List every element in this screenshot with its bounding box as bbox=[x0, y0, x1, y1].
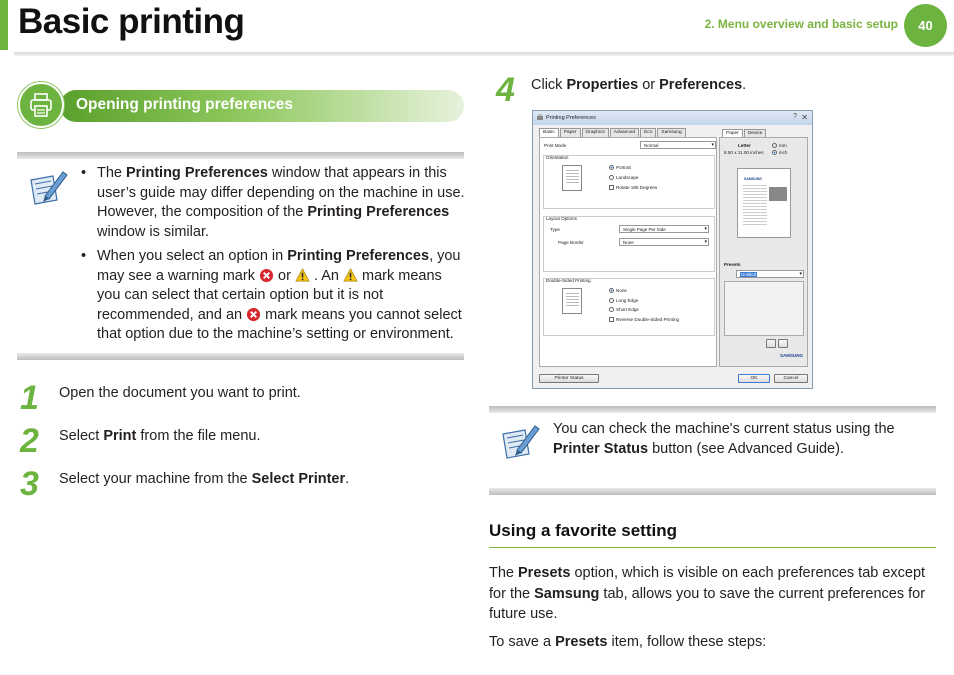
presets-list[interactable] bbox=[724, 281, 804, 336]
preview-image bbox=[769, 187, 787, 201]
page-preview bbox=[737, 168, 791, 238]
note-bottom-border bbox=[489, 488, 936, 495]
paper-size: 8.50 x 11.00 inches bbox=[724, 150, 764, 155]
header-divider bbox=[14, 52, 954, 56]
unit-inch-radio[interactable]: inch bbox=[772, 150, 787, 155]
paragraph: To save a Presets item, follow these steps: bbox=[489, 634, 767, 650]
preview-tabs bbox=[722, 129, 767, 137]
orientation-group bbox=[543, 155, 715, 209]
double-sided-label: Double-Sided Printing bbox=[546, 278, 591, 283]
paper-name: Letter bbox=[738, 143, 751, 148]
subsection-underline bbox=[489, 547, 936, 548]
page-border-label: Page Border bbox=[558, 240, 584, 245]
reverse-duplex-checkbox[interactable]: Reverse Double-Sided Printing bbox=[609, 317, 679, 322]
page-number-badge: 40 bbox=[904, 4, 947, 47]
presets-label: Presets bbox=[724, 262, 741, 267]
note-top-border bbox=[489, 406, 936, 413]
page-title: Basic printing bbox=[18, 2, 245, 41]
note-box bbox=[489, 406, 936, 495]
preview-brand-logo: SAMSUNG bbox=[744, 177, 762, 181]
printer-status-button[interactable]: Printer Status bbox=[539, 374, 599, 383]
preset-save-button[interactable] bbox=[766, 339, 776, 348]
tab-preview-paper[interactable]: Paper bbox=[722, 129, 743, 137]
step-number: 1 bbox=[20, 379, 39, 417]
tab-eco[interactable]: Eco bbox=[640, 128, 656, 137]
presets-select[interactable]: Untitled ▾ bbox=[736, 270, 804, 278]
note-bottom-border bbox=[17, 353, 464, 360]
double-sided-group bbox=[543, 278, 715, 336]
error-mark-icon bbox=[259, 268, 274, 283]
tab-basic[interactable]: Basic bbox=[539, 128, 559, 137]
step-text: Select your machine from the Select Printer. bbox=[59, 471, 350, 487]
step-text: Click Properties or Preferences. bbox=[531, 77, 747, 93]
printer-icon bbox=[18, 82, 64, 128]
cancel-button[interactable]: Cancel bbox=[774, 374, 808, 383]
tab-preview-device[interactable]: Device bbox=[744, 129, 767, 137]
section-title: Opening printing preferences bbox=[76, 96, 294, 113]
step-number: 4 bbox=[496, 71, 515, 109]
step-text: Select Print from the file menu. bbox=[59, 428, 261, 444]
note-pencil-icon bbox=[499, 420, 543, 467]
layout-type-select[interactable]: Single Page Per Side ▾ bbox=[619, 225, 709, 233]
duplex-preview bbox=[562, 288, 582, 314]
note-box bbox=[17, 152, 464, 360]
orientation-label: Orientation bbox=[546, 155, 569, 160]
print-mode-label: Print Mode bbox=[544, 143, 567, 148]
printer-icon bbox=[536, 114, 544, 122]
note-bullet: • When you select an option in Printing Preferences, you may see a warning mark or . An mark means you can select that certain option but it is not recommended, and an mark means you cannot select that option due to the machine’s setting or environment. bbox=[81, 247, 465, 345]
note-pencil-icon bbox=[27, 166, 71, 213]
tab-paper[interactable]: Paper bbox=[560, 128, 581, 137]
tab-graphics[interactable]: Graphics bbox=[582, 128, 609, 137]
portrait-radio[interactable]: Portrait bbox=[609, 165, 631, 170]
section-heading-bar bbox=[60, 90, 464, 122]
help-button[interactable]: ? bbox=[793, 113, 797, 120]
samsung-logo: SAMSUNG bbox=[780, 353, 804, 358]
duplex-long-edge-radio[interactable]: Long Edge bbox=[609, 298, 638, 303]
rotate-checkbox[interactable]: Rotate 180 Degrees bbox=[609, 185, 657, 190]
note-bullet: • The Printing Preferences window that appears in this user’s guide may differ depending on the machine in use. However, the composition of the Printing Preferences window is similar. bbox=[81, 164, 465, 242]
tab-samsung[interactable]: Samsung bbox=[657, 128, 685, 137]
preview-pane bbox=[719, 131, 808, 367]
orientation-preview bbox=[562, 165, 582, 191]
preview-text-lines bbox=[743, 185, 767, 225]
error-mark-icon bbox=[246, 307, 261, 322]
dialog-title: Printing Preferences bbox=[546, 115, 596, 121]
unit-mm-radio[interactable]: mm bbox=[772, 143, 787, 148]
print-mode-select[interactable]: Normal ▾ bbox=[640, 141, 716, 149]
type-label: Type bbox=[550, 227, 560, 232]
paragraph: The Presets option, which is visible on each preferences tab except for the Samsung tab, allows you to save the current preferences for future use. bbox=[489, 565, 926, 622]
step-number: 2 bbox=[20, 422, 39, 460]
note-text: You can check the machine's current status using the Printer Status button (see Advanced Guide). bbox=[553, 421, 895, 457]
layout-options-group bbox=[543, 216, 715, 272]
dialog-title-bar bbox=[533, 111, 812, 125]
printing-preferences-dialog bbox=[532, 110, 813, 389]
landscape-radio[interactable]: Landscape bbox=[609, 175, 638, 180]
duplex-none-radio[interactable]: None bbox=[609, 288, 627, 293]
step-text: Open the document you want to print. bbox=[59, 385, 301, 401]
preset-delete-button[interactable] bbox=[778, 339, 788, 348]
close-button[interactable]: ✕ bbox=[801, 113, 808, 122]
tab-advanced[interactable]: Advanced bbox=[610, 128, 639, 137]
basic-tab-pane bbox=[539, 137, 717, 367]
note-top-border bbox=[17, 152, 464, 159]
dialog-tabs bbox=[539, 128, 687, 137]
duplex-short-edge-radio[interactable]: Short Edge bbox=[609, 307, 639, 312]
note-bullet-list bbox=[81, 164, 465, 350]
step-number: 3 bbox=[20, 465, 39, 503]
ok-button[interactable]: OK bbox=[738, 374, 770, 383]
subsection-heading: Using a favorite setting bbox=[489, 521, 677, 540]
page-border-select[interactable]: None ▾ bbox=[619, 238, 709, 246]
warning-mark-icon bbox=[343, 268, 358, 283]
layout-options-label: Layout Options bbox=[546, 216, 577, 221]
warning-mark-icon bbox=[295, 268, 310, 283]
header-accent-bar bbox=[0, 0, 8, 50]
chapter-title: 2. Menu overview and basic setup bbox=[704, 17, 898, 31]
